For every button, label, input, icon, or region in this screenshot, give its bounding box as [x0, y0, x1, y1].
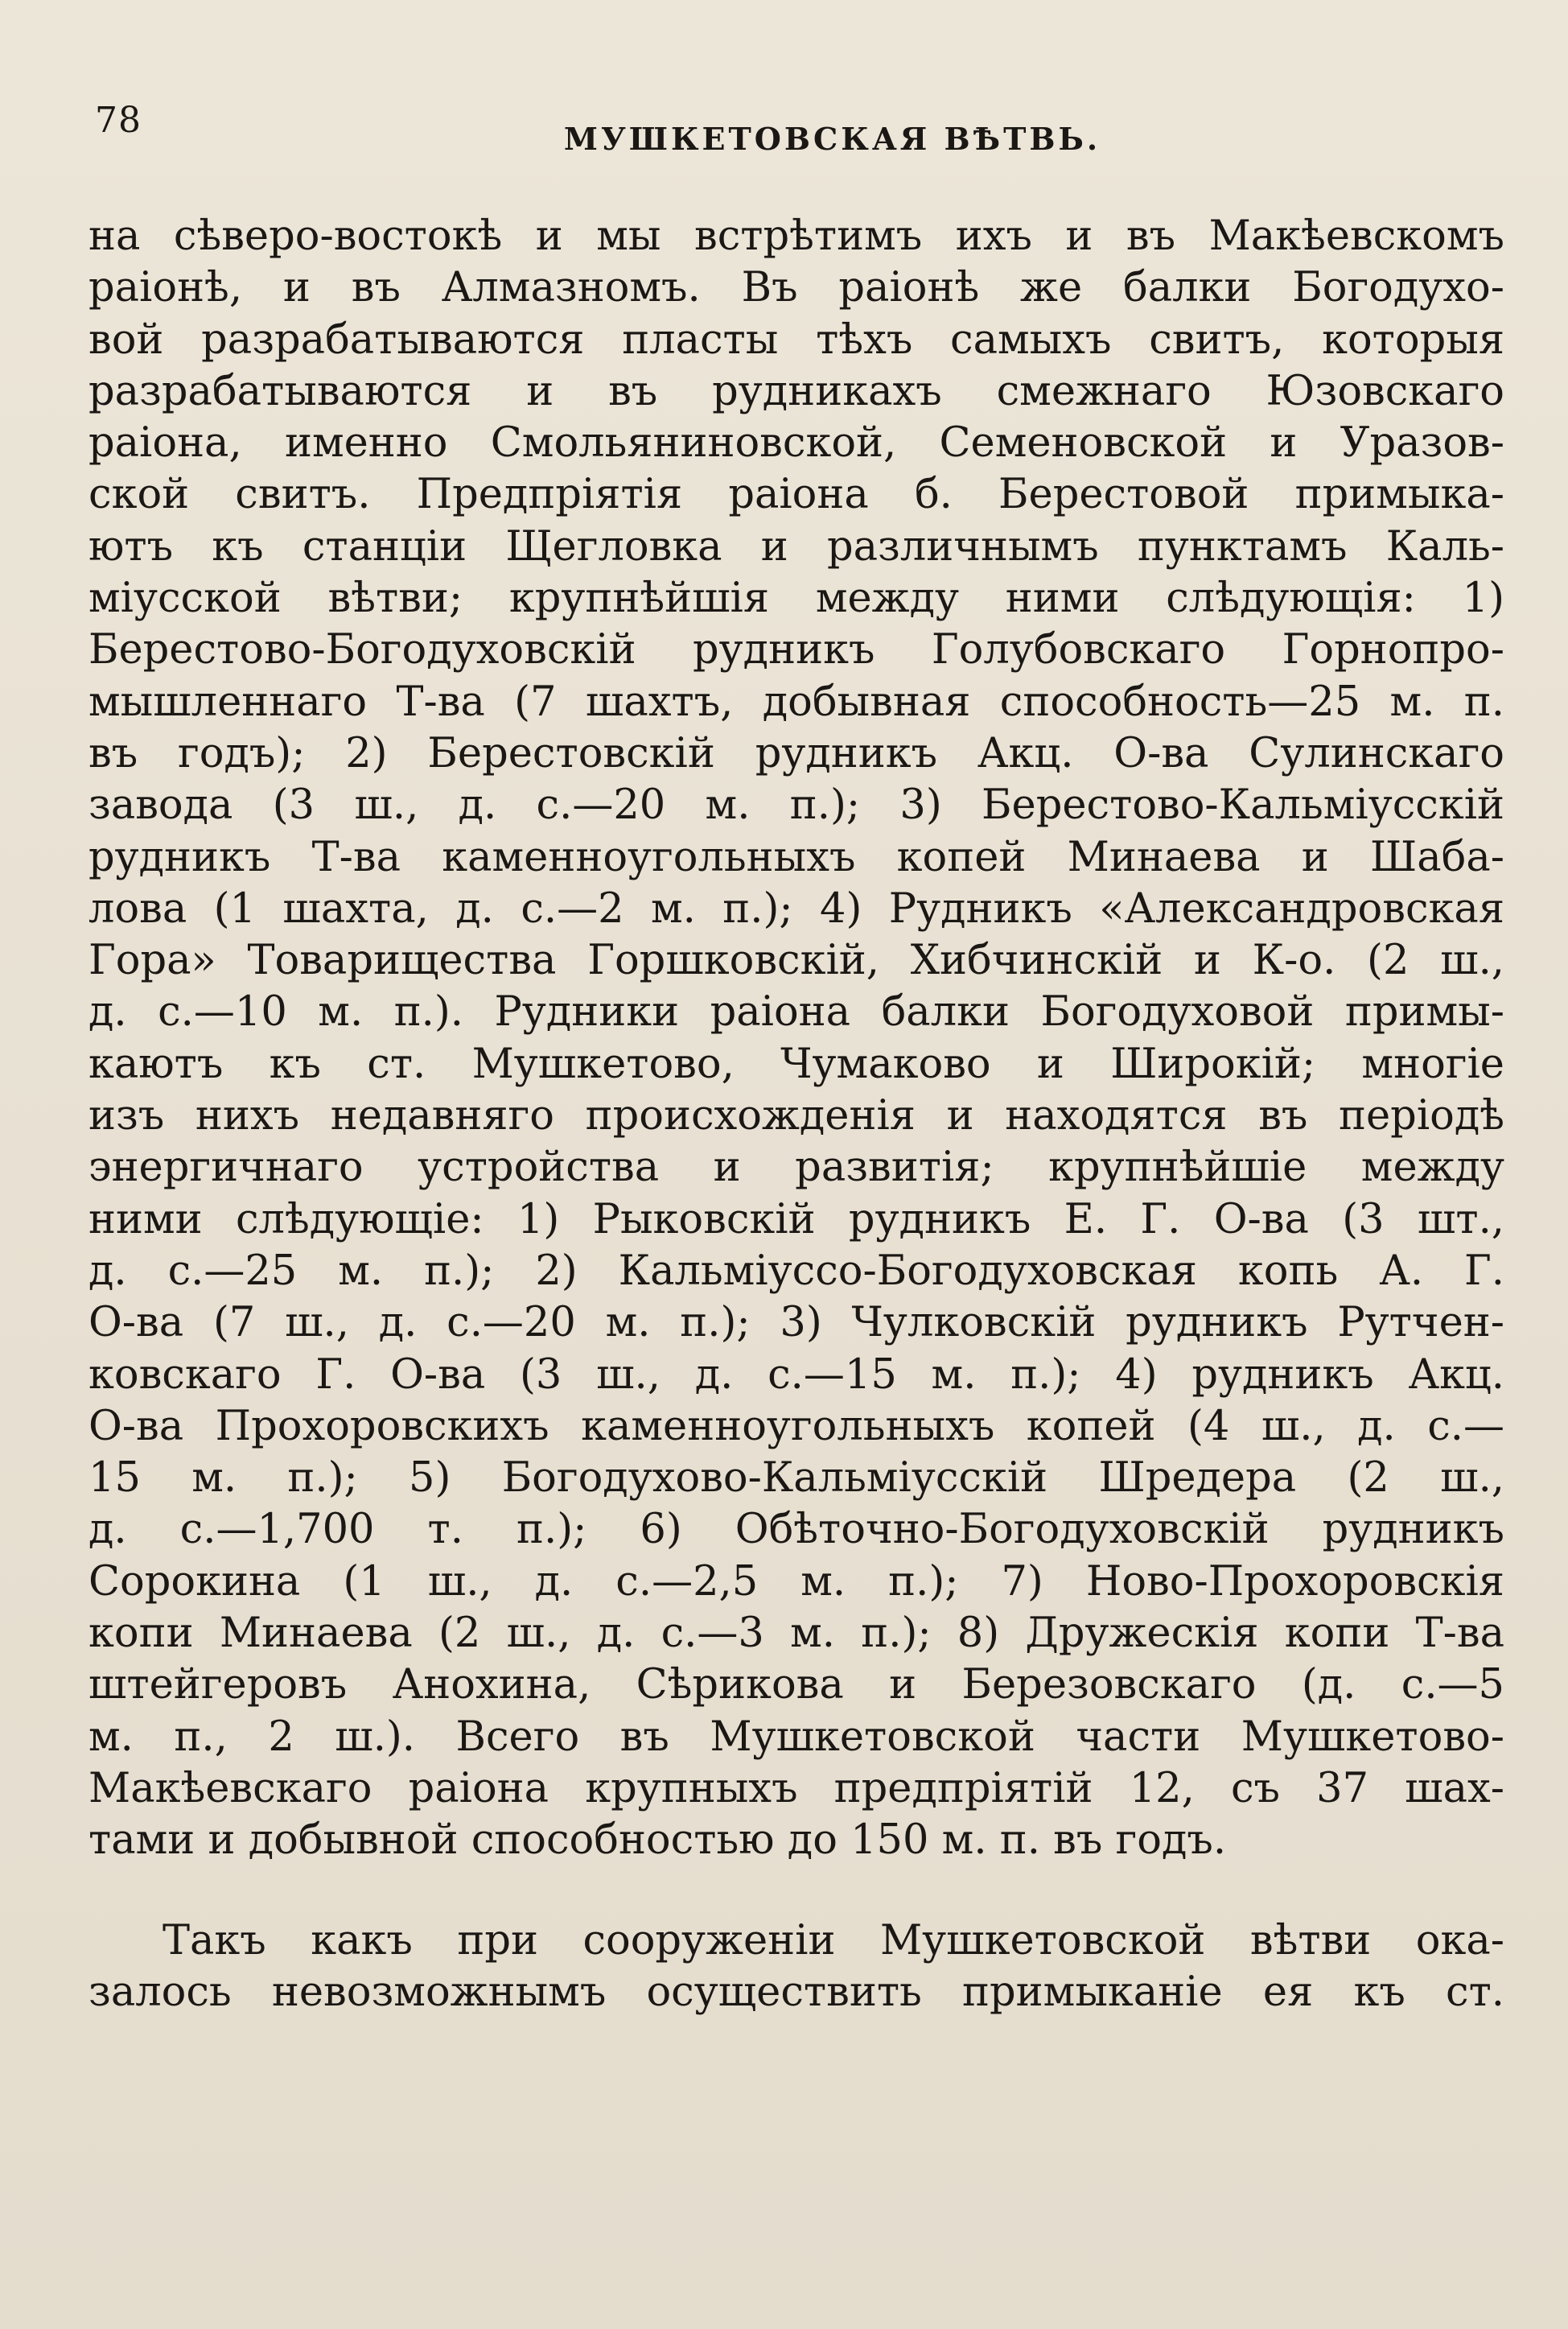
- text-line: копи Минаева (2 ш., д. с.—3 м. п.); 8) Дружескія копи Т-ва: [88, 1610, 1504, 1658]
- text-line: ской свитъ. Предпріятія раіона б. Берестовой примыка-: [88, 471, 1504, 519]
- text-line: ними слѣдующіе: 1) Рыковскій рудникъ Е. Г. О-ва (3 шт.,: [88, 1195, 1504, 1243]
- text-line: ковскаго Г. О-ва (3 ш., д. с.—15 м. п.); 4) рудникъ Акц.: [88, 1350, 1504, 1399]
- text-line: Гора» Товарищества Горшковскій, Хибчинскій и К-о. (2 ш.,: [88, 937, 1504, 985]
- body-text: [88, 211, 1504, 2018]
- text-line: залось невозможнымъ осуществить примыканіе ея къ ст.: [88, 1968, 1504, 2016]
- paragraph-2: [88, 1915, 1504, 2019]
- text-line: тами и добывной способностью до 150 м. п. въ годъ.: [88, 1816, 1227, 1865]
- text-line: энергичнаго устройства и развитія; крупнѣйшіе между: [88, 1144, 1504, 1192]
- text-line: мышленнаго Т-ва (7 шахтъ, добывная способность—25 м. п.: [88, 678, 1504, 726]
- text-line: міусской вѣтви; крупнѣйшія между ними слѣдующія: 1): [88, 575, 1504, 623]
- text-line: на сѣверо-востокѣ и мы встрѣтимъ ихъ и въ Макѣевскомъ: [88, 212, 1504, 260]
- text-line: вой разрабатываются пласты тѣхъ самыхъ свитъ, которыя: [88, 315, 1504, 364]
- text-line: О-ва (7 ш., д. с.—20 м. п.); 3) Чулковскій рудникъ Рутчен-: [88, 1299, 1504, 1347]
- text-line: Сорокина (1 ш., д. с.—2,5 м. п.); 7) Ново-Прохоровскія: [88, 1557, 1504, 1606]
- text-line: изъ нихъ недавняго происхожденія и находятся въ періодѣ: [88, 1092, 1504, 1140]
- text-line: въ годъ); 2) Берестовскій рудникъ Акц. О-ва Сулинскаго: [88, 729, 1504, 777]
- text-line: штейгеровъ Анохина, Сѣрикова и Березовскаго (д. с.—5: [88, 1661, 1504, 1709]
- text-line: д. с.—10 м. п.). Рудники раіона балки Богодуховой примы-: [88, 988, 1504, 1037]
- page-number: 78: [95, 100, 142, 141]
- text-line: д. с.—25 м. п.); 2) Кальміуссо-Богодуховская копь А. Г.: [88, 1247, 1504, 1295]
- text-line: Такъ какъ при сооруженіи Мушкетовской вѣтви ока-: [163, 1916, 1504, 1964]
- paragraph-1: [88, 211, 1504, 1867]
- text-line: раіонѣ, и въ Алмазномъ. Въ раіонѣ же балки Богодухо-: [88, 264, 1504, 312]
- text-line: разрабатываются и въ рудникахъ смежнаго Юзовскаго: [88, 367, 1504, 415]
- running-head: МУШКЕТОВСКАЯ ВѢТВЬ.: [563, 121, 1101, 157]
- text-line: рудникъ Т-ва каменноугольныхъ копей Минаева и Шаба-: [88, 833, 1504, 881]
- text-line: Макѣевскаго раіона крупныхъ предпріятій 12, съ 37 шах-: [88, 1764, 1504, 1812]
- text-line: каютъ къ ст. Мушкетово, Чумаково и Широкій; многіе: [88, 1040, 1504, 1088]
- text-line: д. с.—1,700 т. п.); 6) Обѣточно-Богодуховскій рудникъ: [88, 1506, 1504, 1554]
- text-line: лова (1 шахта, д. с.—2 м. п.); 4) Рудникъ «Александровская: [88, 884, 1504, 933]
- text-line: Берестово-Богодуховскій рудникъ Голубовскаго Горнопро-: [88, 626, 1504, 674]
- text-line: м. п., 2 ш.). Всего въ Мушкетовской части Мушкетово-: [88, 1713, 1504, 1761]
- text-line: раіона, именно Смольяниновской, Семеновской и Уразов-: [88, 419, 1504, 468]
- text-line: 15 м. п.); 5) Богодухово-Кальміусскій Шредера (2 ш.,: [88, 1454, 1504, 1503]
- text-line: О-ва Прохоровскихъ каменноугольныхъ копей (4 ш., д. с.—: [88, 1402, 1504, 1450]
- text-line: ютъ къ станціи Щегловка и различнымъ пунктамъ Каль-: [88, 522, 1504, 571]
- paragraph-gap: [88, 1867, 1504, 1915]
- text-line: завода (3 ш., д. с.—20 м. п.); 3) Берестово-Кальміусскій: [88, 781, 1504, 830]
